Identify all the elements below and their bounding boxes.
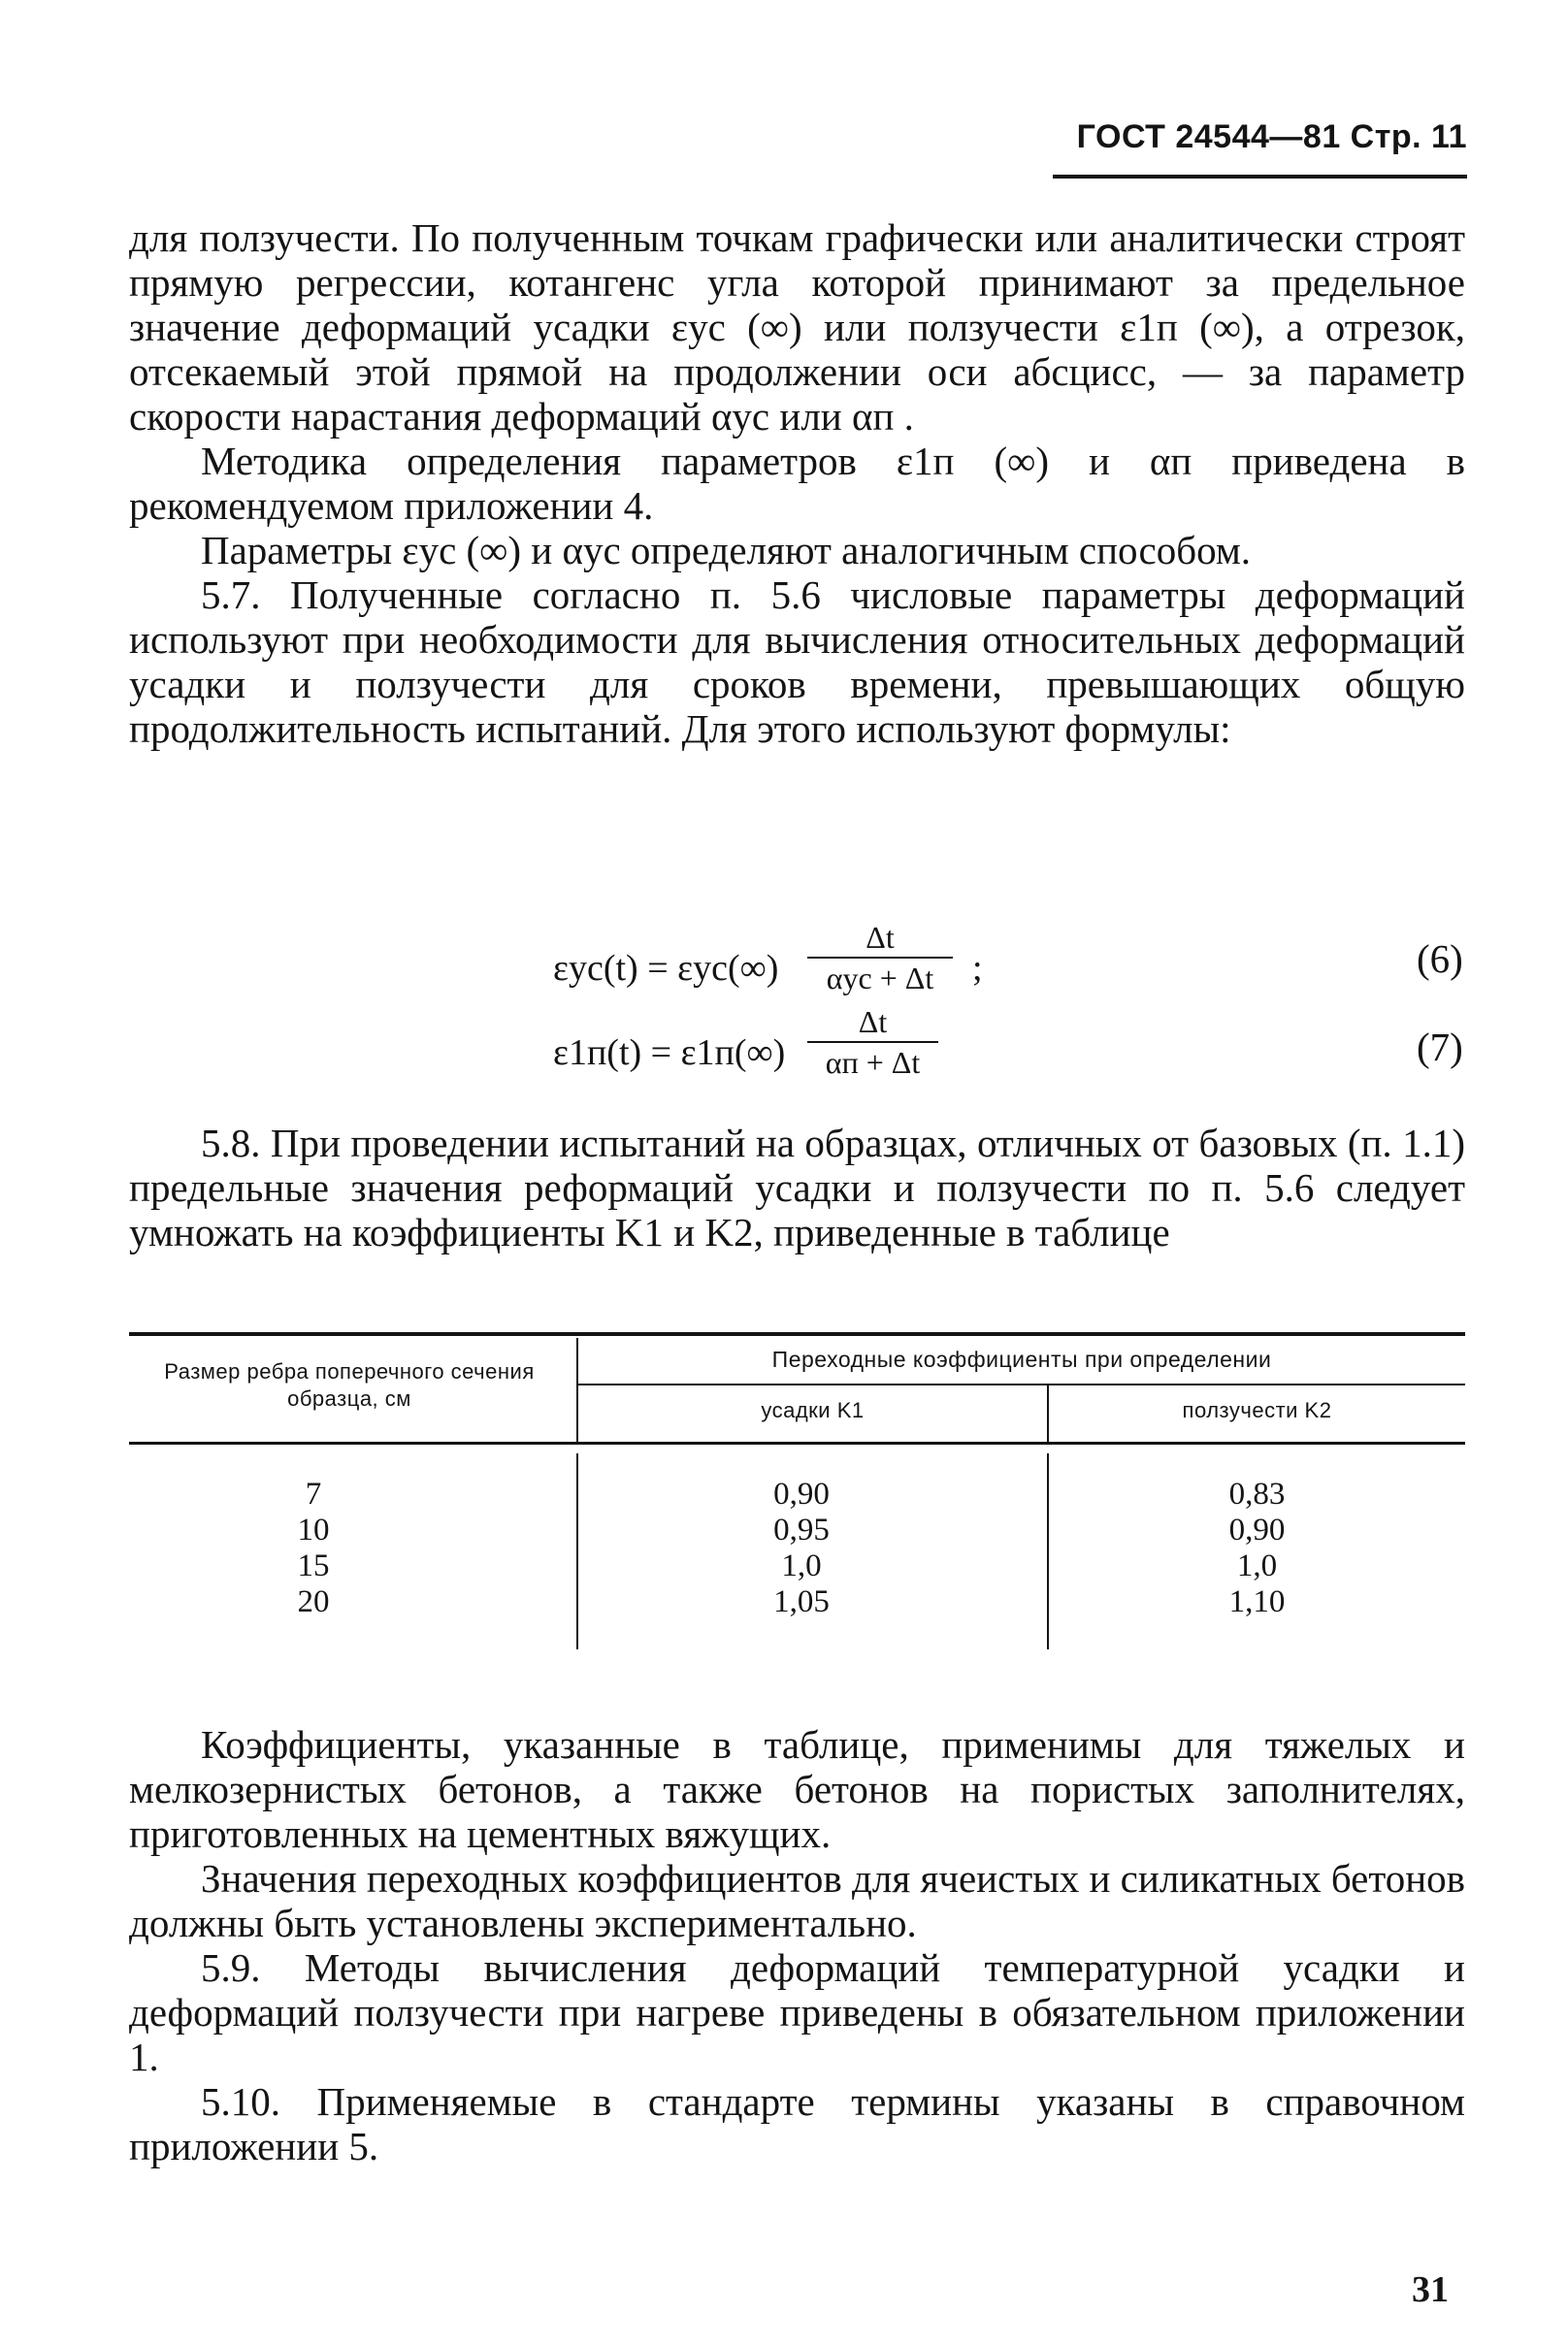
- formula-6-suffix: ;: [972, 948, 983, 989]
- text-block-2: [129, 1121, 1465, 1254]
- table-header-size: Размер ребра поперечного сечения образца, см: [164, 1359, 535, 1411]
- formula-7-fraction: [807, 1004, 938, 1080]
- table-sizes-column: 7 10 15 20: [297, 1477, 330, 1619]
- table-header-k1: усадки K1: [761, 1398, 865, 1422]
- formula-6-lhs: εус(t) = εус(∞): [553, 948, 779, 989]
- table-header-group: Переходные коэффициенты при определении: [771, 1347, 1272, 1372]
- table-header-rule: [129, 1442, 1465, 1445]
- header-rule: [1053, 175, 1467, 179]
- formula-6-fraction-bar: [807, 957, 953, 959]
- paragraph-parameters: Параметры εус (∞) и αус определяют аналогичным способом.: [201, 528, 1252, 572]
- equation-number-7: (7): [1417, 1025, 1463, 1069]
- table-vrule-2-header: [1047, 1385, 1049, 1442]
- paragraph-5-9: 5.9. Методы вычисления деформаций температурной усадки и деформаций ползучести при нагреве приведены в обязательном приложении 1.: [129, 1945, 1465, 2079]
- paragraph-coefficients-note: Коэффициенты, указанные в таблице, применимы для тяжелых и мелкозернистых бетонов, а также бетонов на пористых заполнителях, приготовленных на цементных вяжущих.: [129, 1722, 1465, 1856]
- page-number: 31: [1412, 2269, 1449, 2310]
- paragraph-cellular-concrete: Значения переходных коэффициентов для ячеистых и силикатных бетонов должны быть установлены экспериментально.: [129, 1856, 1466, 1945]
- formula-7-denominator: αп + Δt: [825, 1045, 921, 1080]
- formula-7-lhs: ε1п(t) = ε1п(∞): [553, 1032, 786, 1073]
- paragraph-methodology: Методика определения параметров ε1п (∞) и αп приведена в рекомендуемом приложении 4.: [129, 439, 1465, 528]
- text-block-1: [129, 215, 1465, 751]
- table-top-rule: [129, 1332, 1465, 1336]
- table-vrule-1-header: [576, 1338, 578, 1442]
- formula-7: [553, 1004, 1038, 1092]
- table-group-rule: [578, 1384, 1465, 1385]
- formula-6-denominator: αус + Δt: [826, 961, 934, 995]
- formula-7-numerator: Δt: [858, 1004, 888, 1039]
- page-header: ГОСТ 24544—81 Стр. 11: [1076, 118, 1467, 155]
- paragraph-5-10: 5.10. Применяемые в стандарте термины указаны в справочном приложении 5.: [129, 2079, 1465, 2168]
- paragraph-continuation: для ползучести. По полученным точкам графически или аналитически строят прямую регрессии, котангенс угла которой принимают за предельное значение деформаций усадки εус (∞) или ползучести ε1п (∞), а отрезок, отсекаемый этой прямой на продолжении оси абсцисс, — за параметр скорости нарастания деформаций αус или αп .: [129, 215, 1465, 439]
- formula-6-numerator: Δt: [866, 920, 895, 955]
- text-block-3: [129, 1722, 1465, 2168]
- table-k2-column: 0,83 0,90 1,0 1,10: [1228, 1477, 1286, 1619]
- formula-7-fraction-bar: [807, 1041, 938, 1043]
- table-header-k2: ползучести K2: [1182, 1398, 1332, 1422]
- equation-number-6: (6): [1417, 936, 1463, 981]
- formula-6: [553, 920, 1038, 1007]
- paragraph-5-8: 5.8. При проведении испытаний на образцах, отличных от базовых (п. 1.1) предельные значения реформаций усадки и ползучести по п. 5.6 следует умножать на коэффициенты K1 и K2, приведенные в таблице: [129, 1121, 1465, 1254]
- paragraph-5-7: 5.7. Полученные согласно п. 5.6 числовые параметры деформаций используют при необходимости для вычисления относительных деформаций усадки и ползучести для сроков времени, превышающих общую продолжительность испытаний. Для этого используют формулы:: [129, 572, 1465, 751]
- table-k1-column: 0,90 0,95 1,0 1,05: [773, 1477, 830, 1619]
- formula-6-fraction: [807, 920, 953, 995]
